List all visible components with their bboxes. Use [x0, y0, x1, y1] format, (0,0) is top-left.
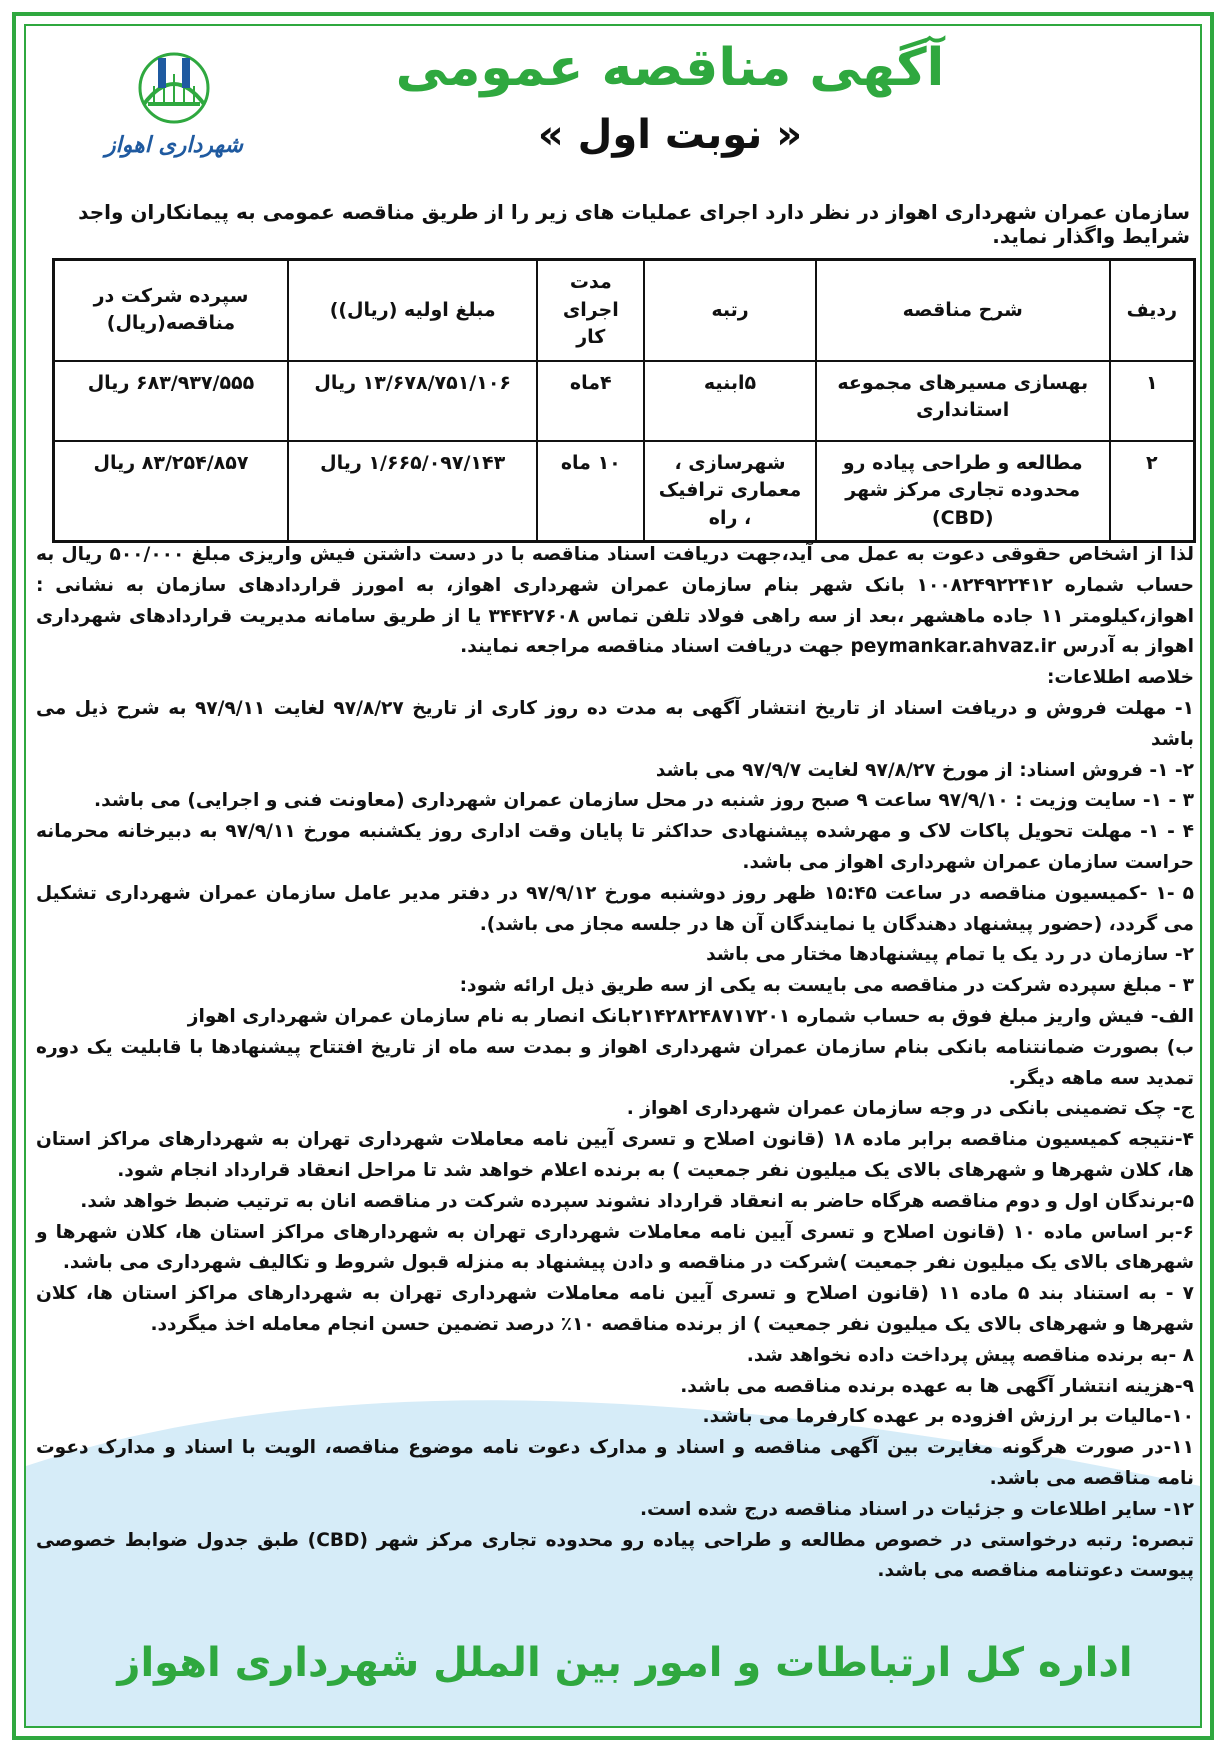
detail-item: ۵ -۱ -کمیسیون مناقصه در ساعت ۱۵:۴۵ ظهر روز دوشنبه مورخ ۹۷/۹/۱۲ در دفتر مدیر عامل سازمان عمران شهرداری تشکیل می گردد، (حضور پیشنهاد دهندگان یا نمایندگان آن ها در جلسه مجاز می باشد).	[36, 882, 1194, 935]
tender-details	[36, 540, 1194, 1587]
detail-item: ۱- مهلت فروش و دریافت اسناد از تاریخ انتشار آگهی به مدت ده روز کاری از تاریخ ۹۷/۸/۲۷ لغایت ۹۷/۹/۱۱ به شرح ذیل می باشد	[36, 697, 1194, 750]
detail-item: ۳ - مبلغ سپرده شرکت در مناقصه می بایست به یکی از سه طریق ذیل ارائه شود:	[459, 975, 1194, 997]
detail-item: ۵-برندگان اول و دوم مناقصه هرگاه حاضر به انعقاد قرارداد نشوند سپرده شرکت در مناقصه انان به ترتیب ضبط خواهد شد.	[80, 1190, 1194, 1212]
detail-item: ۳ - ۱- سایت وزیت : ۹۷/۹/۱۰ ساعت ۹ صبح روز شنبه در محل سازمان عمران شهرداری (معاونت فنی و اجرایی) می باشد.	[94, 790, 1194, 812]
header-row-number: ردیف	[1110, 260, 1195, 361]
detail-item: ۴-نتیجه کمیسیون مناقصه برابر ماده ۱۸ (قانون اصلاح و تسری آیین نامه معاملات شهرداری تهران به شهردارهای مراکز استان ها، کلان شهرها و شهرهای بالای یک میلیون نفر جمعیت ) به برنده اعلام خواهد شد تا مراحل انعقاد قرارداد انجام شود.	[36, 1129, 1194, 1181]
header-description: شرح مناقصه	[816, 260, 1110, 361]
detail-item: ۹-هزینه انتشار آگهی ها به عهده برنده مناقصه می باشد.	[680, 1375, 1194, 1397]
invitation-paragraph: لذا از اشخاص حقوقی دعوت به عمل می آید،جهت دریافت اسناد مناقصه با در دست داشتن فیش واریزی مبلغ ۵۰۰/۰۰۰ ریال به حساب شماره ۱۰۰۸۲۴۹۲۲۴۱۲ بانک شهر بنام سازمان عمران شهرداری اهواز، به امورز قراردادهای سازمان به نشانی : اهواز،کیلومتر ۱۱ جاده ماهشهر ،بعد از سه راهی فولاد تلفن تماس ۳۴۴۲۷۶۰۸ یا از طریق سامانه مدیریت قرارداد‌های شهرداری اهواز به آدرس peymankar.ahvaz.ir جهت دریافت اسناد مناقصه مراجعه نمایند.	[36, 544, 1195, 658]
note-paragraph: تبصره: رتبه درخواستی در خصوص مطالعه و طراحی پیاده رو محدوده تجاری مرکز شهر (CBD) طبق جدول ضوابط خصوصی پیوست دعوتنامه مناقصه می باشد.	[36, 1529, 1195, 1582]
cell-rank: ۵ابنیه	[644, 361, 816, 441]
detail-item: ۲- ۱- فروش اسناد: از مورخ ۹۷/۸/۲۷ لغایت ۹۷/۹/۷ می باشد	[655, 759, 1194, 781]
intro-text: سازمان عمران شهرداری اهواز در نظر دارد اجرای عملیات های زیر را از طریق مناقصه عمومی به پیمانکاران واجد شرایط واگذار نماید.	[78, 200, 1190, 248]
detail-item: ۴ - ۱- مهلت تحویل پاکات لاک و مهرشده پیشنهادی حداکثر تا پایان وقت اداری روز یکشنبه مورخ ۹۷/۹/۱۱ به دبیرخانه محرمانه حراست سازمان عمران شهرداری اهواز می باشد.	[36, 821, 1194, 873]
page-subtitle: « نوبت اول »	[537, 112, 803, 158]
detail-item: ۱۰-مالیات بر ارزش افزوده بر عهده کارفرما می باشد.	[702, 1406, 1194, 1428]
cell-description: مطالعه و طراحی پیاده رو محدوده تجاری مرکز شهر (CBD)	[816, 441, 1110, 542]
logo-text: شهرداری اهواز	[105, 132, 243, 158]
detail-item: ۱۲- سایر اطلاعات و جزئیات در اسناد مناقصه درج شده است.	[639, 1498, 1194, 1520]
page-title: آگهی مناقصه عمومی	[395, 38, 945, 98]
table-row	[54, 441, 1195, 542]
municipality-logo	[104, 44, 244, 164]
cell-deposit: ۸۳/۲۵۴/۸۵۷ ریال	[54, 441, 288, 542]
detail-item: ۶-بر اساس ماده ۱۰ (قانون اصلاح و تسری آیین نامه معاملات شهرداری تهران به شهردارهای مراکز استان ها، کلان شهرها و شهرهای بالای یک میلیون نفر جمعیت )شرکت در مناقصه و دادن پیشنهاد به منزله قبول شروط و تکالیف شهرداری می باشد.	[36, 1221, 1195, 1274]
detail-item: ۲- سازمان در رد یک یا تمام پیشنهادها مختار می باشد	[706, 944, 1194, 966]
cell-initial-amount: ۱/۶۶۵/۰۹۷/۱۴۳ ریال	[288, 441, 537, 542]
detail-item: ج- چک تضمینی بانکی در وجه سازمان عمران شهرداری اهواز .	[626, 1098, 1194, 1120]
detail-item: الف- فیش واریز مبلغ فوق به حساب شماره ۲۱۴۲۸۲۴۸۷۱۷۲۰۱بانک انصار به نام سازمان عمران شهرداری اهواز	[187, 1005, 1194, 1027]
header-initial-amount: مبلغ اولیه (ریال))	[288, 260, 537, 361]
detail-item: ب) بصورت ضمانتنامه بانکی بنام سازمان عمران شهرداری اهواز و بمدت سه ماه از تاریخ افتتاح پیشنهادها با قابلیت یک دوره تمدید سه ماهه دیگر.	[36, 1036, 1194, 1089]
cell-initial-amount: ۱۳/۶۷۸/۷۵۱/۱۰۶ ریال	[288, 361, 537, 441]
cell-rank: شهرسازی ، معماری ترافیک ، راه	[644, 441, 816, 542]
cell-deposit: ۶۸۳/۹۳۷/۵۵۵ ریال	[54, 361, 288, 441]
cell-description: بهسازی مسیرهای مجموعه استانداری	[816, 361, 1110, 441]
footer-signature: اداره کل ارتباطات و امور بین الملل شهرداری اهواز	[117, 1640, 1133, 1686]
header-duration: مدت اجرای کار	[537, 260, 644, 361]
cell-duration: ۴ماه	[537, 361, 644, 441]
detail-item: ۱۱-در صورت هرگونه مغایرت بین آگهی مناقصه و اسناد و مدارک دعوت نامه موضوع مناقصه، الویت با اسناد و مدارک دعوت نامه مناقصه می باشد.	[36, 1437, 1194, 1489]
detail-item: ۸ -به برنده مناقصه پیش پرداخت داده نخواهد شد.	[746, 1344, 1194, 1366]
summary-heading: خلاصه اطلاعات:	[1046, 667, 1194, 689]
bridge-logo-icon	[104, 44, 244, 134]
header-deposit: سپرده شرکت در مناقصه(ریال)	[54, 260, 288, 361]
cell-row-number: ۱	[1110, 361, 1195, 441]
header-rank: رتبه	[644, 260, 816, 361]
table-row	[54, 361, 1195, 441]
cell-row-number: ۲	[1110, 441, 1195, 542]
detail-item: ۷ - به استناد بند ۵ ماده ۱۱ (قانون اصلاح و تسری آیین نامه معاملات شهرداری تهران به شهردارهای مراکز استان ها، کلان شهرها و شهرهای بالای یک میلیون نفر جمعیت ) از برنده مناقصه ۱۰٪ درصد تضمین حسن انجام معامله اخذ میگردد.	[36, 1283, 1194, 1335]
tender-table	[52, 258, 1196, 543]
table-header-row	[54, 260, 1195, 361]
cell-duration: ۱۰ ماه	[537, 441, 644, 542]
